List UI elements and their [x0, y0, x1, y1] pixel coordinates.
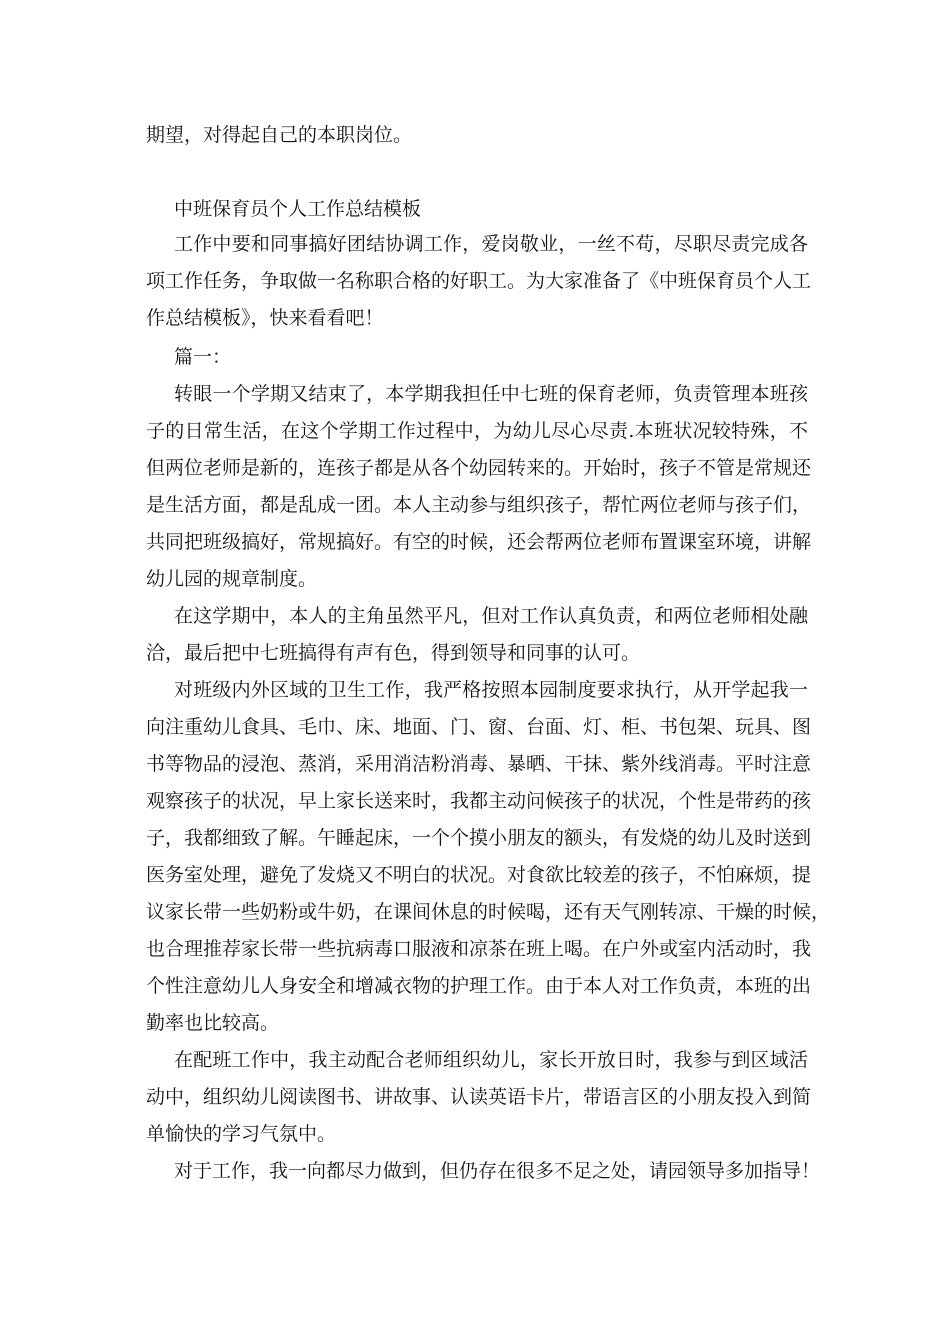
chapter-label: 篇一：: [174, 346, 232, 368]
text-line: 也合理推荐家长带一些抗病毒口服液和凉茶在班上喝。在户外或室内活动时，我: [146, 938, 812, 960]
text-line: 洽，最后把中七班搞得有声有色，得到领导和同事的认可。: [146, 642, 641, 664]
text-line: 幼儿园的规章制度。: [146, 568, 318, 590]
text-line: 书等物品的浸泡、蒸消，采用消洁粉消毒、暴晒、干抹、紫外线消毒。平时注意: [146, 753, 812, 775]
text-line: 医务室处理，避免了发烧又不明白的状况。对食欲比较差的孩子，不怕麻烦，提: [146, 864, 812, 886]
text-line: 作总结模板》，快来看看吧！: [146, 307, 384, 329]
text-line: 向注重幼儿食具、毛巾、床、地面、门、窗、台面、灯、柜、书包架、玩具、图: [146, 716, 812, 738]
text-line: 工作中要和同事搞好团结协调工作，爱岗敬业，一丝不苟，尽职尽责完成各: [174, 233, 808, 255]
text-line: 是生活方面，都是乱成一团。本人主动参与组织孩子，帮忙两位老师与孩子们，: [146, 494, 812, 516]
text-line: 对班级内外区域的卫生工作，我严格按照本园制度要求执行，从开学起我一: [174, 679, 808, 701]
text-line: 项工作任务，争取做一名称职合格的好职工。为大家准备了《中班保育员个人工: [146, 270, 812, 292]
text-line: 单愉快的学习气氛中。: [146, 1123, 337, 1145]
text-line: 动中，组织幼儿阅读图书、讲故事、认读英语卡片，带语言区的小朋友投入到简: [146, 1086, 812, 1108]
text-line: 共同把班级搞好，常规搞好。有空的时候，还会帮两位老师布置课室环境，讲解: [146, 531, 812, 553]
text-line: 勤率也比较高。: [146, 1012, 280, 1034]
text-line: 议家长带一些奶粉或牛奶，在课间休息的时候喝，还有天气刚转凉、干燥的时候，: [146, 901, 831, 923]
text-line: 期望，对得起自己的本职岗位。: [146, 124, 413, 146]
text-line: 观察孩子的状况，早上家长送来时，我都主动问候孩子的状况，个性是带药的孩: [146, 790, 812, 812]
text-line: 个性注意幼儿人身安全和增减衣物的护理工作。由于本人对工作负责，本班的出: [146, 975, 812, 997]
text-line: 转眼一个学期又结束了，本学期我担任中七班的保育老师，负责管理本班孩: [174, 383, 808, 405]
text-line: 在这学期中，本人的主角虽然平凡，但对工作认真负责，和两位老师相处融: [174, 605, 808, 627]
section-title: 中班保育员个人工作总结模板: [174, 198, 422, 220]
text-line: 但两位老师是新的，连孩子都是从各个幼园转来的。开始时，孩子不管是常规还: [146, 457, 812, 479]
text-line: 子的日常生活，在这个学期工作过程中，为幼儿尽心尽责.本班状况较特殊，不: [146, 420, 808, 442]
text-line: 对于工作，我一向都尽力做到，但仍存在很多不足之处，请园领导多加指导！: [174, 1160, 821, 1182]
text-line: 子，我都细致了解。午睡起床，一个个摸小朋友的额头，有发烧的幼儿及时送到: [146, 827, 812, 849]
text-line: 在配班工作中，我主动配合老师组织幼儿，家长开放日时，我参与到区域活: [174, 1049, 808, 1071]
